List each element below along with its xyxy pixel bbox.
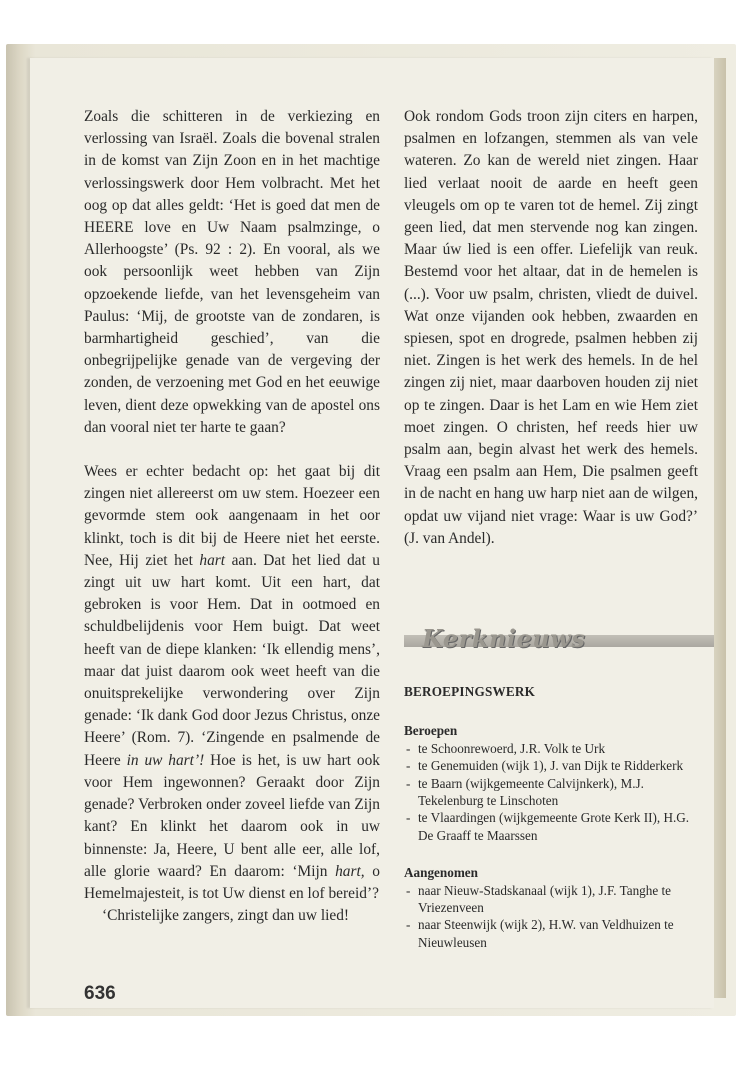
news-group-beroepen bbox=[404, 722, 700, 844]
kerknieuws-banner bbox=[404, 626, 714, 654]
section-title: Kerknieuws bbox=[422, 624, 586, 653]
list-item: - te Baarn (wijkgemeente Calvijnkerk), M.J. Tekelenburg te Linschoten bbox=[404, 775, 700, 810]
list-item: - naar Steenwijk (wijk 2), H.W. van Veldhuizen te Nieuwleusen bbox=[404, 916, 700, 951]
book-right-edge bbox=[714, 58, 726, 998]
emphasis-hart-2: hart, bbox=[335, 862, 365, 880]
group-title: Beroepen bbox=[404, 723, 458, 739]
page-number: 636 bbox=[84, 983, 116, 1004]
left-paragraph-2: Wees er echter bedacht op: het gaat bij dit zingen niet allereerst om uw stem. Hoezeer een gevormde stem ook aangenaam in het oor klinkt, toch is dit bij de Heere niet het eerste. Nee, Hij ziet het hart aan. Dat het lied dat u zingt uit uw hart komt. Uit een hart, dat gebroken is voor Hem. Dat in ootmoed en schuldbelijdenis voor Hem buigt. Dat weet heeft van de diepe klanken: ‘Ik ellendig mens’, maar dat juist daarom ook weet heeft van die onuitsprekelijke verwondering over Zijn genade: ‘Ik dank God door Jezus Christus, onze Heere’ (Rom. 7). ‘Zingende en psalmende de Heere in uw hart’! Hoe is het, is uw hart ook voor Hem ingewonnen? Geraakt door Zijn genade? Verbroken onder zoveel liefde van Zijn kant? En klinkt het daarom ook in uw binnenste: Ja, Heere, U bent alle eer, alle lof, alle glorie waard? En daarom: ‘Mijn hart, o Hemelmajesteit, is tot Uw dienst en lof bereid’? bbox=[84, 463, 380, 902]
list-item: - te Schoonrewoerd, J.R. Volk te Urk bbox=[404, 740, 700, 757]
emphasis-hart: hart bbox=[199, 551, 226, 569]
news-heading: BEROEPINGSWERK bbox=[404, 684, 536, 699]
list-item: - te Vlaardingen (wijkgemeente Grote Kerk II), H.G. De Graaff te Maarssen bbox=[404, 809, 700, 844]
list-item: - te Genemuiden (wijk 1), J. van Dijk te Ridderkerk bbox=[404, 757, 700, 774]
group-title: Aangenomen bbox=[404, 865, 478, 881]
right-paragraph-1: Ook rondom Gods troon zijn citers en harpen, psalmen en lofzangen, stemmen als van vele wateren. Zo kan de wereld niet zingen. Haar lied verlaat nooit de aarde en heeft geen vleugels om op te varen tot de hemel. Zij zingt geen lied, dat men stervende nog kan zingen. Maar úw lied is een offer. Liefelijk van reuk. Bestemd voor het altaar, dat in de hemelen is (...). Voor uw psalm, christen, vliedt de duivel. Wat onze vijanden ook hebben, zwaarden en spiesen, spot en drogrede, psalmen hebben zij niet. Zingen is het werk des hemels. In de hel zingen zij niet, maar daarboven houden zij niet op te zingen. Daar is het Lam en wie Hem ziet moet zingen. O christen, hef reeds hier uw psalm aan, begin alvast het werk des hemels. Vraag een psalm aan Hem, Die psalmen geeft in de nacht en hang uw harp niet aan de wilgen, opdat uw vijand niet vrage: Waar is uw God?’ (J. van Andel). bbox=[404, 108, 698, 547]
emphasis-in-uw-hart: in uw hart’! bbox=[126, 751, 205, 769]
left-paragraph-1: Zoals die schitteren in de verkiezing en verlossing van Israël. Zoals die bovenal stralen in de komst van Zijn Zoon en in het machtige verlossingswerk door Hem volbracht. Met het oog op dat alles geldt: ‘Het is goed dat men de HEERE love en Uw Naam psalmzinge, o Allerhoogste’ (Ps. 92 : 2). En vooral, als we ook persoonlijk weet hebben van Zijn opzoekende liefde, van het levensgeheim van Paulus: ‘Mij, de grootste van de zondaren, is barmhartigheid geschied’, van die onbegrijpelijke genade van de vergeving der zonden, de verzoening met God en het eeuwige leven, dient deze opwekking van de apostel ons dan vooral niet ter harte te gaan? bbox=[84, 108, 380, 436]
news-list bbox=[404, 740, 700, 844]
list-item: - naar Nieuw-Stadskanaal (wijk 1), J.F. Tanghe te Vriezenveen bbox=[404, 882, 700, 917]
left-column bbox=[84, 106, 380, 927]
news-list bbox=[404, 882, 700, 952]
news-group-aangenomen bbox=[404, 864, 700, 951]
right-column bbox=[404, 106, 698, 550]
church-news bbox=[404, 683, 700, 951]
left-paragraph-3: ‘Christelijke zangers, zingt dan uw lied! bbox=[102, 907, 350, 925]
